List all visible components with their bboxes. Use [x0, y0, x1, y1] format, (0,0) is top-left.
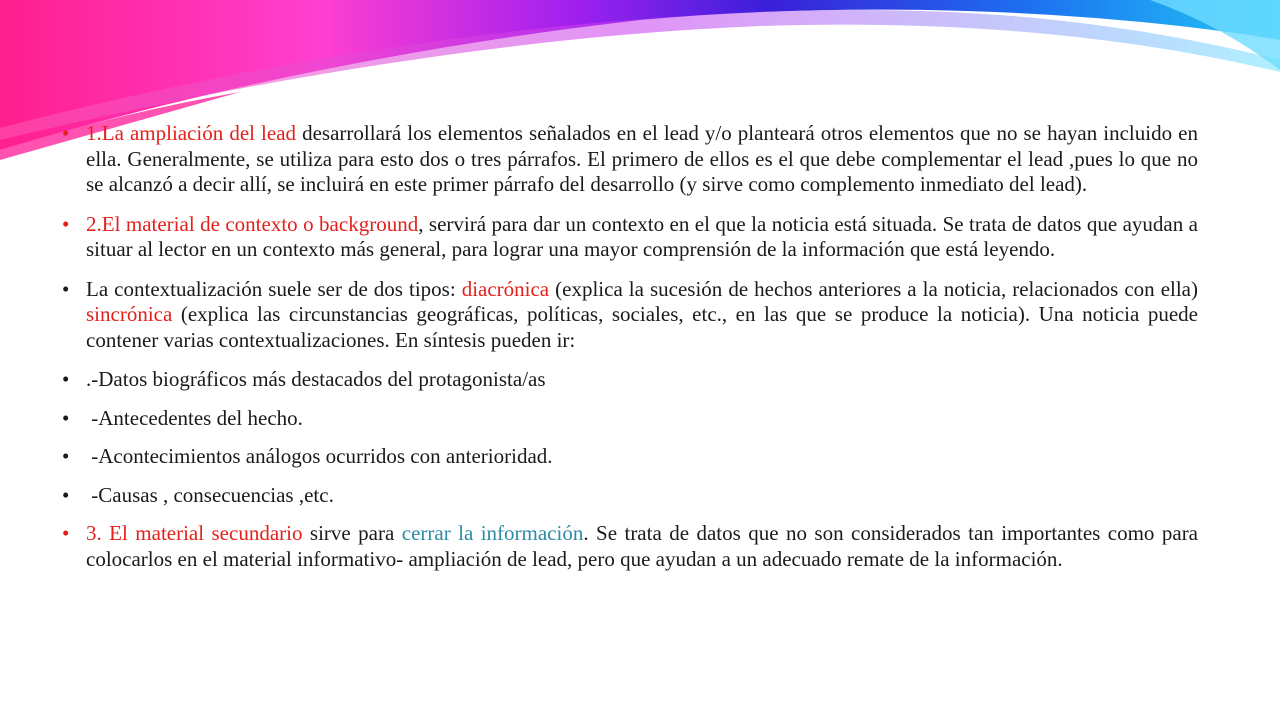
body-text: , servirá para dar un contexto en el que la noticia está situada. Se trata de datos que ayudan a situar al lector en un contexto más general, para lograr una mayor comprensión de la información que está leyendo.: [86, 211, 1198, 261]
bullet-material-contexto: [62, 212, 1198, 263]
bullet-contextualizacion: [62, 276, 1209, 354]
highlight-text: 1.La ampliación del lead: [86, 121, 297, 145]
bullet-marker: •: [62, 276, 70, 301]
bullet-datos-biograficos: [62, 367, 1198, 393]
highlight-text: 3. El material secundario: [86, 521, 303, 545]
body-text: La contextualización suele ser de dos tipos:: [86, 276, 462, 301]
highlight-diacronica: diacrónica: [461, 276, 550, 301]
highlight-text: 2.El material de contexto o background: [86, 211, 419, 236]
highlight-cerrar-informacion: cerrar la información: [401, 521, 584, 545]
bullet-marker: •: [62, 444, 70, 468]
body-text: sirve para: [302, 521, 402, 545]
body-text: (explica la sucesión de hechos anteriores a la noticia, relacionados con ella): [549, 276, 1209, 301]
bullet-marker: •: [62, 121, 70, 145]
body-text: (explica las circunstancias geográficas, políticas, sociales, etc., en las que se produce la noticia). Una noticia puede contener varias contextualizaciones. En síntesis pueden ir:: [86, 302, 1198, 352]
bullet-marker: •: [62, 211, 70, 236]
bullet-marker: •: [62, 367, 70, 391]
body-text: -Causas , consecuencias ,etc.: [86, 482, 334, 507]
body-text: . Se trata de datos que no son considerados tan importantes como para colocarlos en el material informativo- ampliación de lead, pero que ayudan a un adecuado remate de la información.: [86, 521, 1199, 571]
body-text: -Antecedentes del hecho.: [86, 405, 303, 430]
bullet-material-secundario: [62, 521, 1198, 572]
body-text: -Acontecimientos análogos ocurridos con anterioridad.: [86, 444, 553, 468]
bullet-antecedentes: [62, 406, 1198, 432]
slide-body: [62, 121, 1209, 586]
bullet-marker: •: [62, 482, 70, 507]
bullet-causas: [62, 483, 1198, 509]
bullet-marker: •: [62, 405, 70, 430]
body-text: .-Datos biográficos más destacados del protagonista/as: [86, 367, 546, 391]
body-text: desarrollará los elementos señalados en el lead y/o planteará otros elementos que no se hayan incluido en ella. Generalmente, se utiliza para esto dos o tres párrafos. El primero de ellos es el que debe complementar el lead ,pues lo que no se alcanzó a decir allí, se incluirá en este primer párrafo del desarrollo (y sirve como complemento inmediato del lead).: [86, 121, 1198, 196]
bullet-ampliacion-lead: [62, 121, 1198, 198]
bullet-marker: •: [62, 521, 70, 545]
bullet-acontecimientos: [62, 444, 1198, 470]
highlight-sincronica: sincrónica: [86, 302, 173, 326]
